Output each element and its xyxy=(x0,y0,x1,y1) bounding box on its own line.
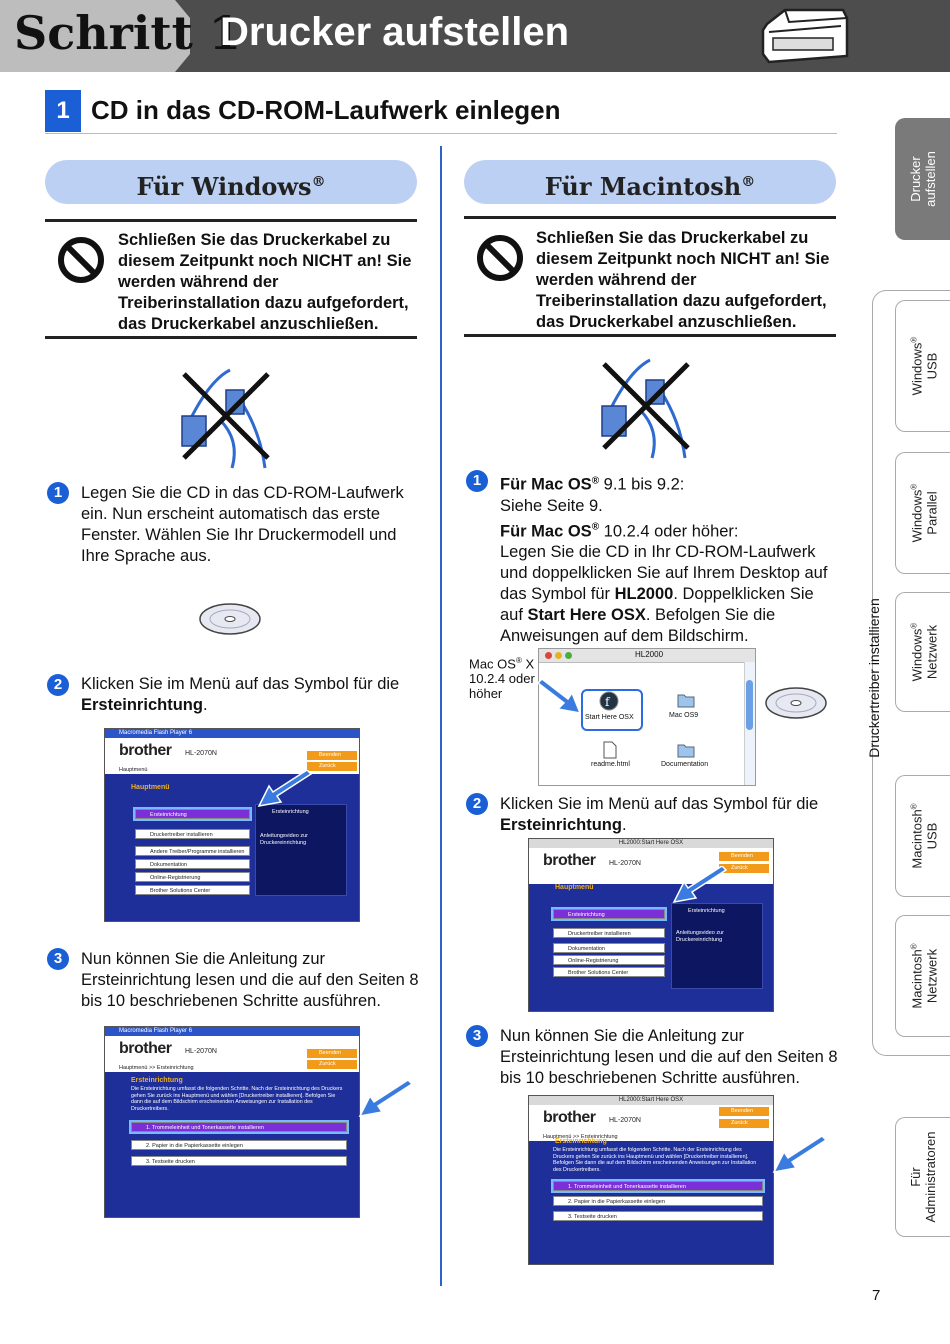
menu-item[interactable]: Druckertreiber installieren xyxy=(553,928,665,938)
window-titlebar: HL2000:Start Here OSX xyxy=(529,1096,773,1105)
pointer-arrow-icon xyxy=(255,770,315,810)
text-run: . Befolgen Sie die Anweisungen auf dem Bildschirm. xyxy=(500,606,776,645)
text-run-bold: Start Here OSX xyxy=(527,606,646,624)
model-label: HL-2070N xyxy=(609,1117,641,1124)
section-heading: Ersteinrichtung xyxy=(131,1077,183,1084)
tab-administratoren[interactable] xyxy=(895,1117,950,1237)
section-heading: Ersteinrichtung xyxy=(555,1138,607,1145)
menu-heading: Hauptmenü xyxy=(131,784,170,791)
text-run-bold: Für Mac OS xyxy=(500,475,592,494)
pointer-arrow-icon xyxy=(770,1136,830,1176)
step-bullet: 2 xyxy=(466,793,488,815)
warning-rule-bottom xyxy=(45,336,417,339)
breadcrumb: Hauptmenü >> Ersteinrichtung xyxy=(543,1134,618,1140)
setup-intro-text: Die Ersteinrichtung umfasst die folgenden Schritte. Nach der Ersteinrichtung des Druckers gehen Sie zurück ins Hauptmenü und wählen [Druckertreiber installieren]. Befolgen Sie dann die auf dem Bildschirm erscheinenden Anweisungen zur Installation des Druckertreibers. xyxy=(131,1086,343,1112)
finder-scrollbar[interactable] xyxy=(744,662,755,785)
menu-item-setup[interactable]: Ersteinrichtung xyxy=(135,809,250,819)
tab-macintosh-netzwerk[interactable] xyxy=(895,915,950,1037)
back-button[interactable]: Zurück xyxy=(307,762,357,771)
model-label: HL-2070N xyxy=(185,750,217,757)
text-run: Administratoren xyxy=(923,1131,938,1223)
text-run: Windows xyxy=(909,342,925,396)
text-run: Netzwerk xyxy=(924,624,940,680)
setup-item[interactable]: 3. Testseite drucken xyxy=(131,1156,347,1166)
finder-item-label[interactable]: Documentation xyxy=(661,761,709,768)
panel-text: Anleitungsvideo zur Druckereinrichtung xyxy=(676,930,725,943)
usb-cable-crossed-icon xyxy=(170,360,280,470)
text-run: Für xyxy=(908,1167,923,1187)
tab-windows-parallel[interactable] xyxy=(895,452,950,574)
setup-item[interactable]: 2. Papier in die Papierkassette einlegen xyxy=(131,1140,347,1150)
windows-pill xyxy=(45,160,417,204)
windows-step2-text xyxy=(81,674,421,716)
flash-app-icon[interactable] xyxy=(599,691,619,711)
tab-label xyxy=(908,1131,938,1222)
text-run-bold: Ersteinrichtung xyxy=(81,696,203,714)
reg-mark: ® xyxy=(515,656,522,665)
mac-pill-label: Für Macintosh xyxy=(544,172,742,201)
tab-label xyxy=(906,337,939,396)
folder-icon[interactable] xyxy=(677,691,695,709)
cd-icon xyxy=(198,602,262,636)
scroll-thumb[interactable] xyxy=(746,680,753,730)
note-line xyxy=(469,653,549,671)
menu-heading: Hauptmenü xyxy=(555,884,594,891)
finder-titlebar xyxy=(539,649,755,663)
menu-item[interactable]: Online-Registrierung xyxy=(135,872,250,882)
prohibited-icon xyxy=(57,236,105,284)
menu-item[interactable]: Brother Solutions Center xyxy=(135,885,250,895)
pointer-arrow-icon xyxy=(670,866,730,906)
mac-step1-line xyxy=(500,517,840,543)
cd-icon xyxy=(764,686,828,720)
text-run: 10.2.4 oder höher: xyxy=(599,522,739,540)
text-run: Windows xyxy=(909,628,925,682)
mac-os-note xyxy=(469,653,549,701)
menu-item[interactable]: Druckertreiber installieren xyxy=(135,829,250,839)
step-label: Schritt 1 xyxy=(14,6,241,60)
mac-warning-text: Schließen Sie das Druckerkabel zu diesem Zeitpunkt noch NICHT an! Sie werden während der Treiberinstallation dazu aufgefordert, das Druckerkabel anzuschließen. xyxy=(536,229,830,331)
usb-cable-crossed-icon xyxy=(590,350,700,460)
sidebar-vertical-label xyxy=(862,590,886,765)
panel-title: Ersteinrichtung xyxy=(688,908,725,914)
text-run: . Doppelklicken Sie auf xyxy=(500,585,814,624)
exit-button[interactable]: Beenden xyxy=(719,1107,769,1116)
menu-item[interactable]: Dokumentation xyxy=(553,943,665,953)
mac-step1-text xyxy=(500,470,840,647)
finder-title: HL2000 xyxy=(635,650,664,659)
section-number: 1 xyxy=(45,90,81,132)
exit-button[interactable]: Beenden xyxy=(307,1049,357,1058)
text-run-bold: Für Mac OS xyxy=(500,522,592,540)
info-panel xyxy=(255,804,347,896)
text-run: Netzwerk xyxy=(924,948,940,1004)
screenshot-setup-mac xyxy=(528,1095,774,1265)
text-run: Windows xyxy=(909,489,925,543)
tab-macintosh-usb[interactable] xyxy=(895,775,950,897)
menu-item[interactable]: Andere Treiber/Programme installieren xyxy=(135,846,250,856)
reg-mark: ® xyxy=(909,943,919,950)
section-title: CD in das CD-ROM-Laufwerk einlegen xyxy=(91,95,561,125)
reg-mark: ® xyxy=(311,174,326,190)
text-run: X xyxy=(521,656,535,672)
info-panel xyxy=(671,903,763,989)
setup-item[interactable]: 2. Papier in die Papierkassette einlegen xyxy=(553,1196,763,1206)
setup-item-selected[interactable]: 1. Trommeleinheit und Tonerkassette installieren xyxy=(553,1181,763,1191)
text-run-bold: Ersteinrichtung xyxy=(500,816,622,834)
tab-windows-netzwerk[interactable] xyxy=(895,592,950,712)
text-run: 9.1 bis 9.2: xyxy=(599,475,685,494)
window-titlebar: Macromedia Flash Player 6 xyxy=(105,729,359,738)
text-run: . xyxy=(202,696,208,714)
reg-mark: ® xyxy=(741,174,756,190)
svg-text:f: f xyxy=(605,695,610,709)
mac-step1-line: Siehe Seite 9. xyxy=(500,496,603,515)
menu-item[interactable]: Dokumentation xyxy=(135,859,250,869)
note-line: 10.2.4 oder xyxy=(469,671,535,687)
document-icon[interactable] xyxy=(603,741,617,759)
windows-step1-text: Legen Sie die CD in das CD-ROM-Laufwerk ein. Nun erscheint automatisch das erste Fenster. Wählen Sie Ihr Druckermodell und Ihre Sprache aus. xyxy=(81,484,404,565)
zoom-dot-icon[interactable] xyxy=(565,652,572,659)
reg-mark: ® xyxy=(909,336,919,343)
reg-mark: ® xyxy=(591,475,600,486)
brand-logo: brother xyxy=(543,1109,596,1126)
text-run: Macintosh xyxy=(909,809,925,869)
text-run: Klicken Sie im Menü auf das Symbol für die xyxy=(500,795,819,813)
warning-rule-top xyxy=(464,216,836,219)
close-dot-icon[interactable] xyxy=(545,652,552,659)
setup-item-selected[interactable]: 1. Trommeleinheit und Tonerkassette installieren xyxy=(131,1122,347,1132)
screenshot-setup-windows xyxy=(104,1026,360,1218)
panel-title: Ersteinrichtung xyxy=(272,809,309,815)
back-button[interactable]: Zurück xyxy=(719,864,769,873)
mac-step3-text: Nun können Sie die Anleitung zur Ersteinrichtung lesen und die auf den Seiten 8 bis 10 beschriebenen Schritte ausführen. xyxy=(500,1027,838,1087)
mac-pill xyxy=(464,160,836,204)
model-label: HL-2070N xyxy=(609,860,641,867)
warning-rule-top xyxy=(45,219,417,222)
brand-logo: brother xyxy=(543,852,596,869)
mac-step1-line xyxy=(500,542,840,647)
window-titlebar: HL2000:Start Here OSX xyxy=(529,839,773,848)
back-button[interactable]: Zurück xyxy=(307,1060,357,1069)
menu-item[interactable]: Online-Registrierung xyxy=(553,955,665,965)
menu-item-setup[interactable]: Ersteinrichtung xyxy=(553,909,665,919)
mac-step2-text xyxy=(500,794,840,836)
section-rule xyxy=(45,133,837,134)
tab-label xyxy=(906,484,939,543)
text-run: USB xyxy=(924,352,940,380)
pointer-arrow-icon xyxy=(356,1080,416,1120)
reg-mark: ® xyxy=(909,803,919,810)
page-number: 7 xyxy=(872,1287,881,1304)
note-line: höher xyxy=(469,686,503,702)
text-run-bold: HL2000 xyxy=(614,585,674,603)
step-bullet: 2 xyxy=(47,674,69,696)
minimize-dot-icon[interactable] xyxy=(555,652,562,659)
window-titlebar: Macromedia Flash Player 6 xyxy=(105,1027,359,1036)
text-run: Mac OS xyxy=(469,656,516,672)
tab-label: Drucker aufstellen xyxy=(908,151,938,207)
text-run: Klicken Sie im Menü auf das Symbol für die xyxy=(81,675,400,693)
tab-drucker-aufstellen[interactable] xyxy=(895,118,950,240)
menu-item[interactable]: Brother Solutions Center xyxy=(553,967,665,977)
step-bullet: 3 xyxy=(47,948,69,970)
warning-rule-bottom xyxy=(464,334,836,337)
text-run: USB xyxy=(924,822,940,850)
exit-button[interactable]: Beenden xyxy=(307,751,357,760)
mac-step1-line xyxy=(500,470,840,496)
brand-logo: brother xyxy=(119,1040,172,1057)
text-run: Parallel xyxy=(924,491,940,535)
column-divider xyxy=(440,146,442,1286)
windows-step3-text: Nun können Sie die Anleitung zur Ersteinrichtung lesen und die auf den Seiten 8 bis 10 beschriebenen Schritte ausführen. xyxy=(81,950,419,1010)
printer-icon xyxy=(755,4,855,68)
windows-warning-text: Schließen Sie das Druckerkabel zu diesem Zeitpunkt noch NICHT an! Sie werden während der Treiberinstallation dazu aufgefordert, das Druckerkabel anzuschließen. xyxy=(118,231,412,333)
windows-pill-label: Für Windows xyxy=(136,172,312,201)
vertical-label-text: Druckertreiber installieren xyxy=(866,597,882,758)
pointer-arrow-icon xyxy=(538,675,584,715)
tab-windows-usb[interactable] xyxy=(895,300,950,432)
page-title: Drucker aufstellen xyxy=(220,10,570,54)
text-run: Legen Sie die CD in Ihr CD-ROM-Laufwerk und doppelklicken Sie auf Ihrem Desktop auf das Symbol für xyxy=(500,543,828,603)
setup-intro-text: Die Ersteinrichtung umfasst die folgenden Schritte. Nach der Ersteinrichtung des Druckers gehen Sie zurück ins Hauptmenü und wählen [Druckertreiber installieren]. Befolgen Sie dann die auf dem Bildschirm erscheinenden Anweisungen zur Installation des Druckertreibers. xyxy=(553,1147,757,1173)
panel-text: Anleitungsvideo zur Druckereinrichtung xyxy=(260,833,309,846)
model-label: HL-2070N xyxy=(185,1048,217,1055)
breadcrumb: Hauptmenü xyxy=(119,767,148,773)
finder-window xyxy=(538,648,756,786)
tab-label xyxy=(906,943,939,1008)
step-bullet: 1 xyxy=(47,482,69,504)
brand-logo: brother xyxy=(119,742,172,759)
setup-item[interactable]: 3. Testseite drucken xyxy=(553,1211,763,1221)
finder-item-label[interactable]: Mac OS9 xyxy=(669,712,699,719)
reg-mark: ® xyxy=(591,521,600,533)
finder-item-label[interactable]: readme.html xyxy=(591,761,630,768)
step-bullet: 1 xyxy=(466,470,488,492)
exit-button[interactable]: Beenden xyxy=(719,852,769,861)
prohibited-icon xyxy=(476,234,524,282)
back-button[interactable]: Zurück xyxy=(719,1119,769,1128)
tab-label xyxy=(906,623,939,682)
folder-icon[interactable] xyxy=(677,741,695,759)
step-bullet: 3 xyxy=(466,1025,488,1047)
reg-mark: ® xyxy=(909,483,919,490)
breadcrumb: Hauptmenü >> Ersteinrichtung xyxy=(119,1065,194,1071)
finder-item-label[interactable]: Start Here OSX xyxy=(585,714,634,721)
text-run: Macintosh xyxy=(909,949,925,1009)
screenshot-main-menu-mac xyxy=(528,838,774,1012)
tab-label xyxy=(906,803,939,868)
reg-mark: ® xyxy=(909,622,919,629)
screenshot-main-menu-windows xyxy=(104,728,360,922)
text-run: . xyxy=(621,816,627,834)
